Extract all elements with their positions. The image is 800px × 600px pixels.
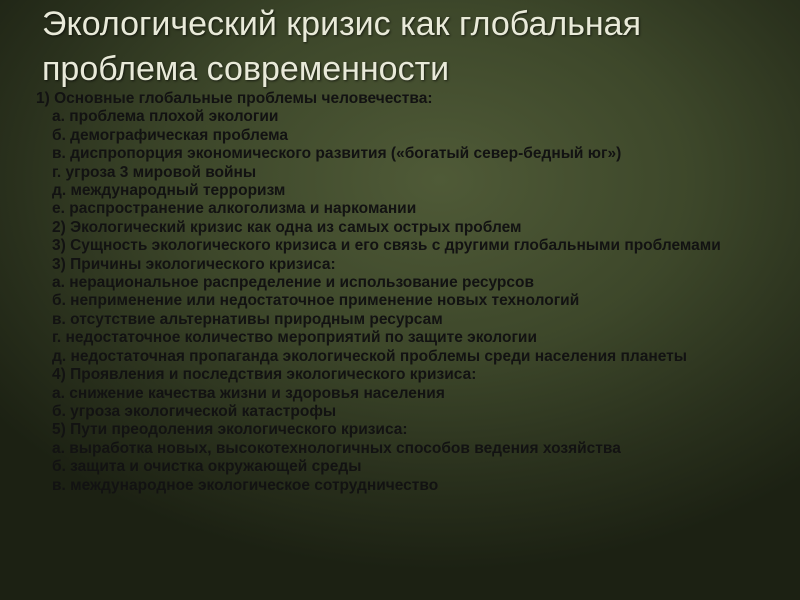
list-item: 2) Экологический кризис как одна из самых острых проблем <box>52 218 522 236</box>
slide-title: Экологический кризис как глобальная проблема современности <box>42 5 642 88</box>
list-item: 3) Сущность экологического кризиса и его связь с другими глобальными проблемами <box>52 237 721 255</box>
list-item: 4) Проявления и последствия экологического кризиса: <box>52 366 477 384</box>
list-item: д. недостаточная пропаганда экологической проблемы среди населения планеты <box>52 347 687 365</box>
list-item: б. демографическая проблема <box>52 126 288 144</box>
list-item: е. распространение алкоголизма и наркомании <box>52 200 417 218</box>
list-item: д. международный терроризм <box>52 182 286 200</box>
list-item: в. международное экологическое сотрудничество <box>52 476 439 494</box>
list-item: в. диспропорция экономического развития («богатый север-бедный юг») <box>52 145 622 163</box>
slide-content-list <box>36 90 766 495</box>
list-item: 1) Основные глобальные проблемы человечества: <box>36 90 433 107</box>
list-item: а. проблема плохой экологии <box>52 108 279 126</box>
list-item: 3) Причины экологического кризиса: <box>52 255 336 273</box>
list-item: б. защита и очистка окружающей среды <box>52 458 362 476</box>
list-item: б. неприменение или недостаточное применение новых технологий <box>52 292 580 310</box>
list-item: а. выработка новых, высокотехнологичных способов ведения хозяйства <box>52 439 621 457</box>
list-item: а. снижение качества жизни и здоровья населения <box>52 384 445 402</box>
list-item: г. недостаточное количество мероприятий по защите экологии <box>52 329 537 347</box>
list-item: в. отсутствие альтернативы природным ресурсам <box>52 310 443 328</box>
list-item: б. угроза экологической катастрофы <box>52 402 337 420</box>
list-item: г. угроза 3 мировой войны <box>52 163 257 181</box>
list-item: 5) Пути преодоления экологического кризиса: <box>52 421 408 439</box>
list-item: а. нерациональное распределение и использование ресурсов <box>52 274 534 292</box>
